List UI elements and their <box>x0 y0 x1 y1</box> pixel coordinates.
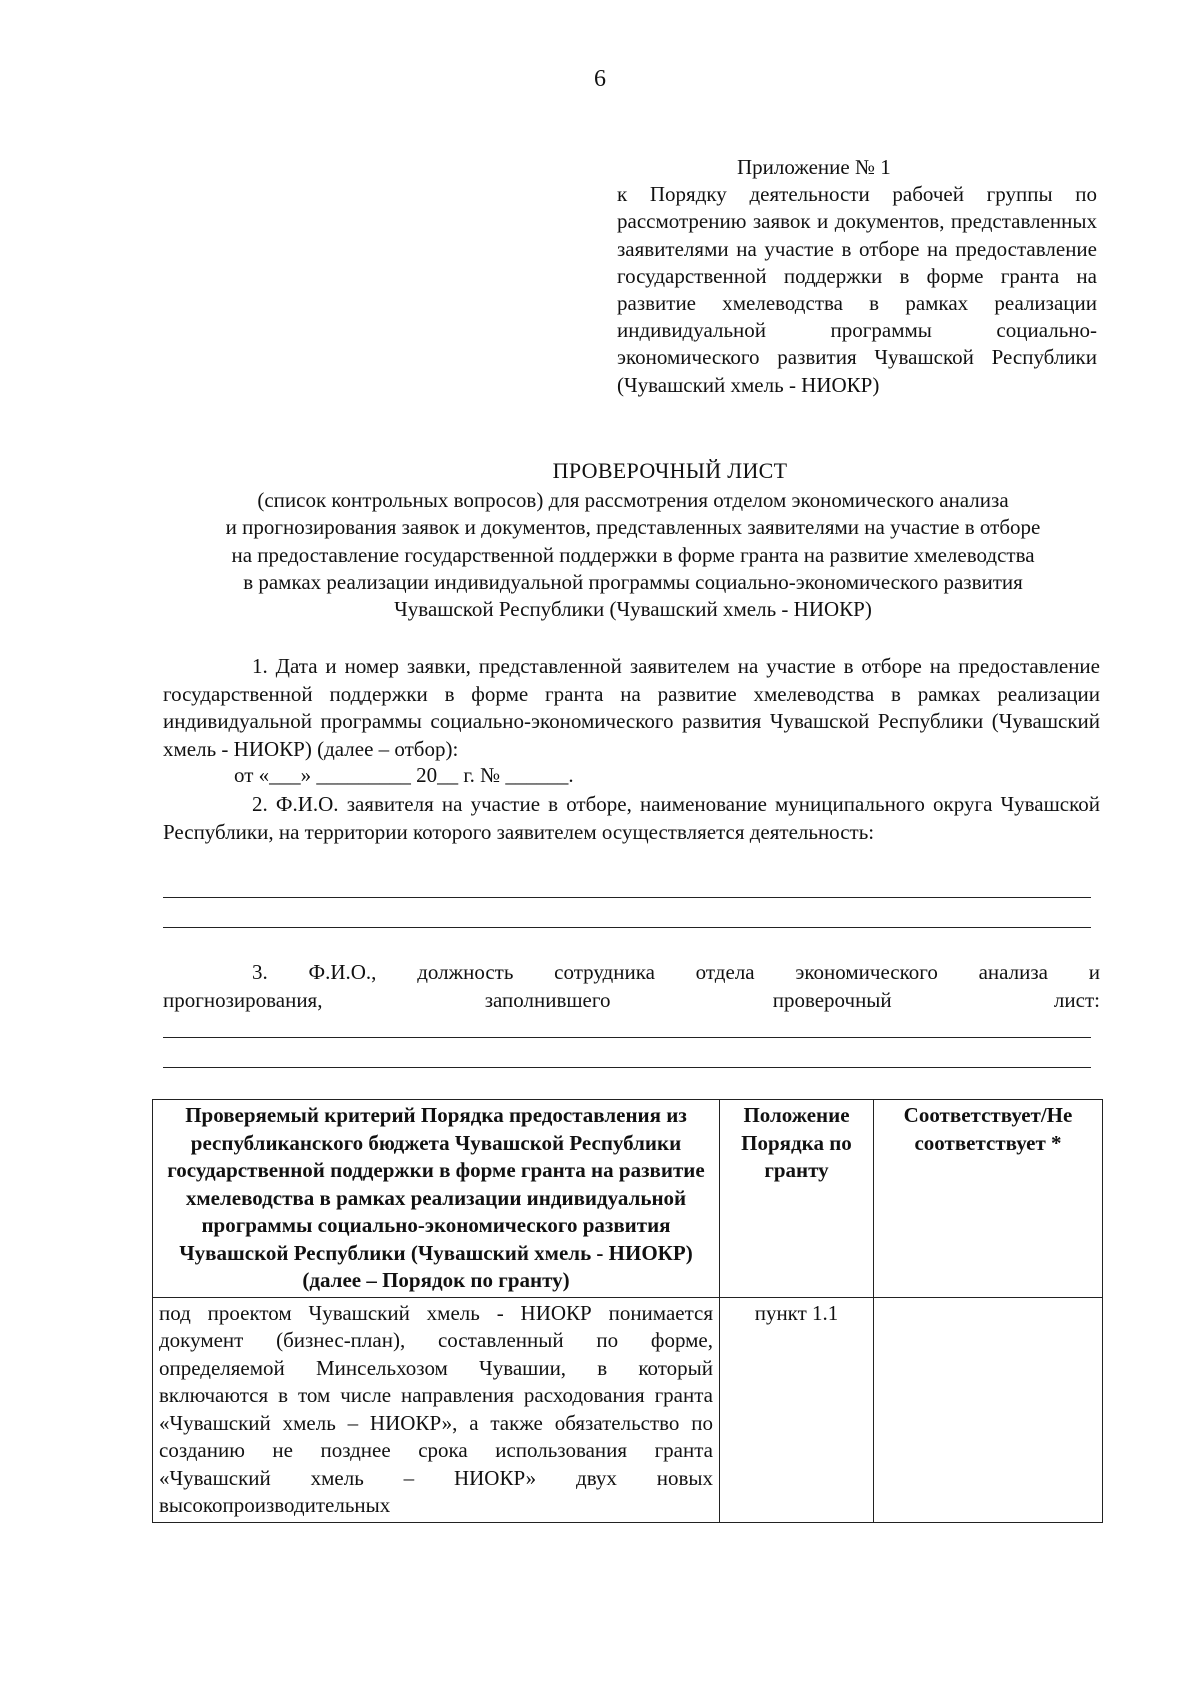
document-subtitle <box>158 487 1108 623</box>
table-row <box>153 1297 1103 1522</box>
fill-line <box>163 1067 1091 1068</box>
position-cell: пункт 1.1 <box>720 1297 874 1522</box>
subtitle-line: и прогнозирования заявок и документов, представленных заявителями на участие в отборе <box>225 515 1041 540</box>
document-title: ПРОВЕРОЧНЫЙ ЛИСТ <box>552 458 788 483</box>
application-date-line: от «___» _________ 20__ г. № ______. <box>234 763 574 787</box>
appendix-title: Приложение № 1 <box>737 155 891 179</box>
item-1-text: 1. Дата и номер заявки, представленной заявителем на участие в отборе на предоставление государственной поддержки в форме гранта на развитие хмелеводства в рамках реализации индивидуальной программы социально-экономического развития Чувашской Республики (Чувашский хмель - НИОКР) (далее – отбор): <box>163 654 1100 761</box>
subtitle-line: Чувашской Республики (Чувашский хмель - НИОКР) <box>394 597 872 622</box>
table-header-row <box>153 1100 1103 1298</box>
item-3-word: прогнозирования, <box>163 988 323 1012</box>
header-status: Соответствует/Не соответствует * <box>874 1100 1103 1298</box>
fill-line <box>163 927 1091 928</box>
page-number: 6 <box>594 66 606 92</box>
fill-line <box>163 897 1091 898</box>
item-3-word: проверочный <box>772 988 892 1012</box>
status-cell[interactable] <box>874 1297 1103 1522</box>
item-2-text: 2. Ф.И.О. заявителя на участие в отборе, наименование муниципального округа Чувашской Республики, на территории которого заявителем осуществляется деятельность: <box>163 792 1100 844</box>
subtitle-line: на предоставление государственной поддержки в форме гранта на развитие хмелеводства <box>231 542 1035 567</box>
subtitle-line: (список контрольных вопросов) для рассмотрения отделом экономического анализа <box>257 488 1009 512</box>
item-3-word: заполнившего <box>484 988 611 1012</box>
item-3-text: 3. Ф.И.О., должность сотрудника отдела экономического анализа и <box>252 960 1100 984</box>
criteria-table <box>152 1099 1103 1523</box>
header-criterion: Проверяемый критерий Порядка предоставления из республиканского бюджета Чувашской Республики государственной поддержки в форме гранта на развитие хмелеводства в рамках реализации индивидуальной программы социально-экономического развития Чувашской Республики (Чувашский хмель - НИОКР) (далее – Порядок по гранту) <box>153 1100 720 1298</box>
header-position: Положение Порядка по гранту <box>720 1100 874 1298</box>
fill-line <box>163 1037 1091 1038</box>
appendix-block <box>617 154 1097 399</box>
item-3-text-continued <box>163 987 1100 1015</box>
subtitle-line: в рамках реализации индивидуальной программы социально-экономического развития <box>243 569 1023 594</box>
criterion-cell: под проектом Чувашский хмель - НИОКР понимается документ (бизнес-план), составленный по форме, определяемой Минсельхозом Чувашии, в который включаются в том числе направления расходования гранта «Чувашский хмель – НИОКР», а также обязательство по созданию не позднее срока использования гранта «Чувашский хмель – НИОКР» двух новых высокопроизводительных <box>153 1297 720 1522</box>
appendix-text: к Порядку деятельности рабочей группы по рассмотрению заявок и документов, представленных заявителями на участие в отборе на предоставление государственной поддержки в форме гранта на развитие хмелеводства в рамках реализации индивидуальной программы социально-экономического развития Чувашской Республики (Чувашский хмель - НИОКР) <box>617 182 1097 397</box>
item-3-word: лист: <box>1053 988 1100 1012</box>
